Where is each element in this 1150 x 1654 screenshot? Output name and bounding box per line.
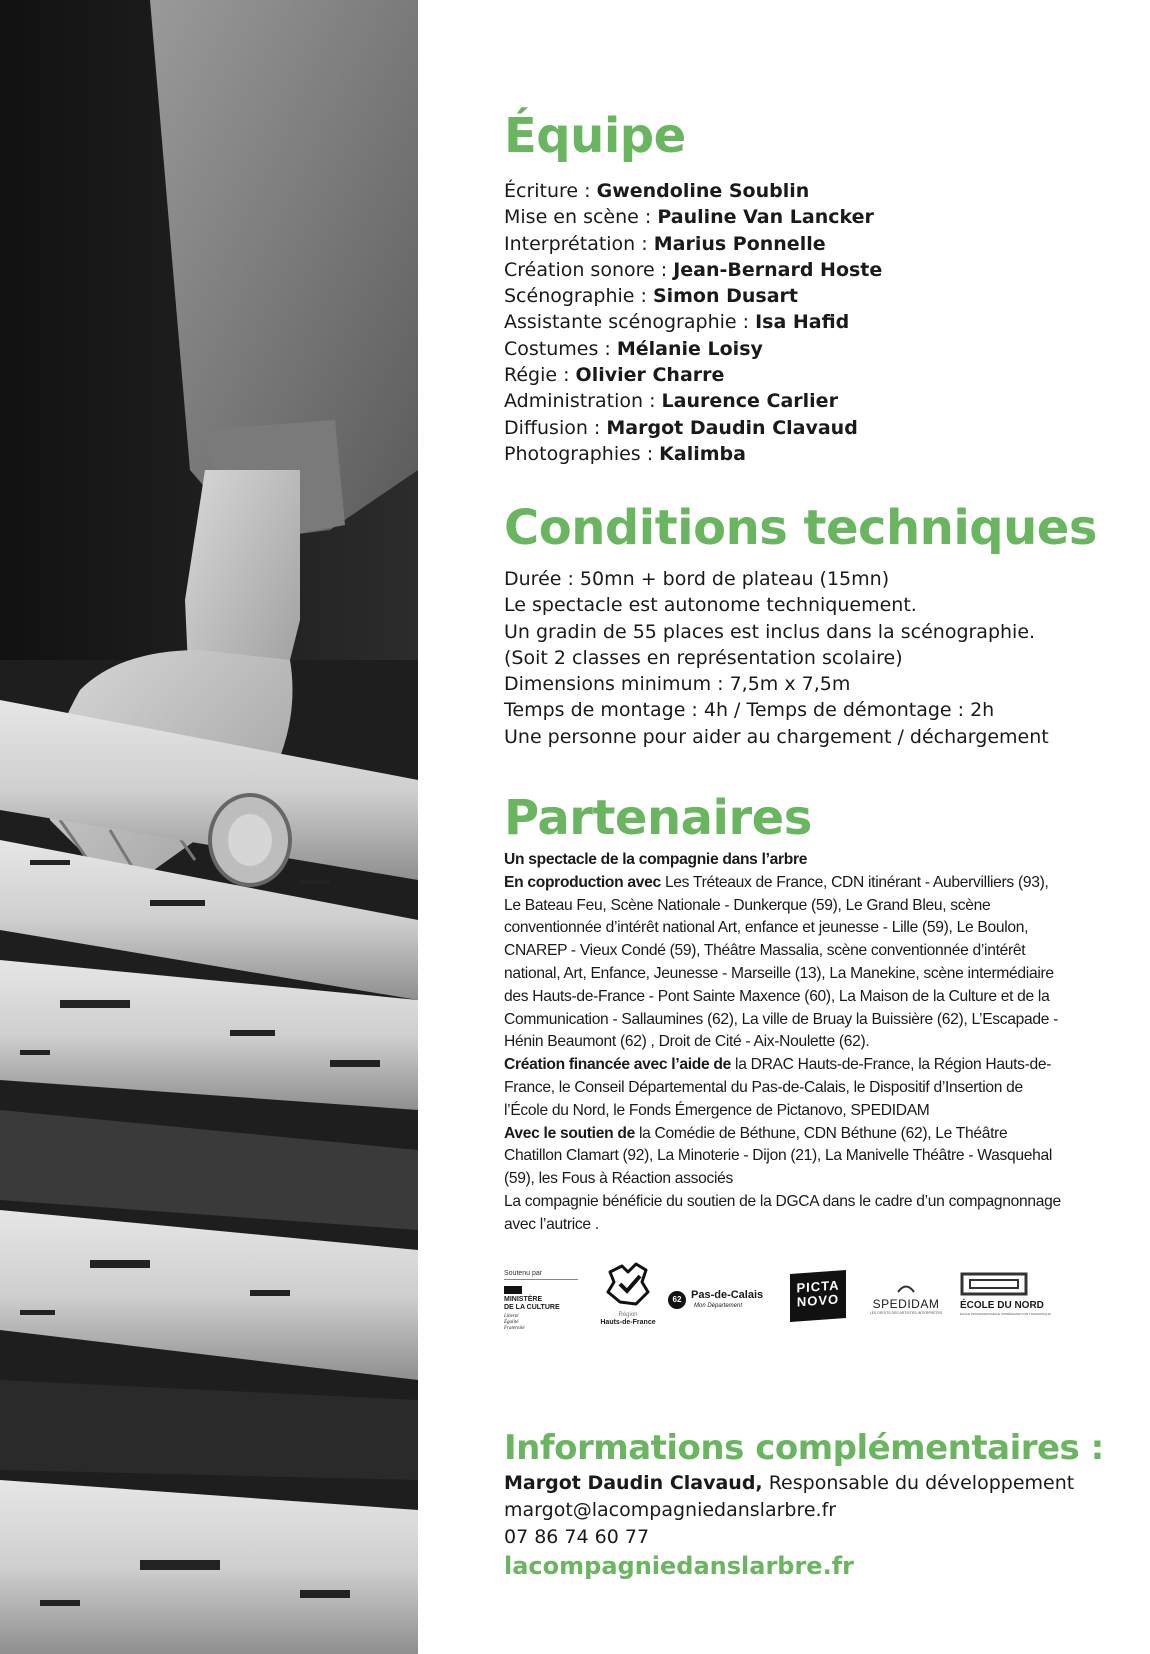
partner-logos bbox=[504, 1262, 1074, 1338]
condition-line: Un gradin de 55 places est inclus dans la scénographie. bbox=[504, 620, 1036, 643]
partners-coproduction bbox=[504, 872, 1064, 1054]
region-name: Hauts-de-France bbox=[600, 1319, 656, 1326]
member-name: Pauline Van Lancker bbox=[657, 206, 874, 229]
spedidam-logo bbox=[866, 1278, 946, 1316]
pictanovo-logo bbox=[790, 1270, 846, 1322]
team-member bbox=[504, 283, 882, 309]
member-name: Gwendoline Soublin bbox=[596, 180, 810, 202]
member-role: Création sonore : bbox=[504, 258, 674, 281]
member-role: Régie : bbox=[504, 364, 576, 387]
partners-support bbox=[504, 1123, 1064, 1191]
ministere-name-2: DE LA CULTURE bbox=[504, 1304, 560, 1311]
contact-person bbox=[504, 1470, 1074, 1497]
spedidam-tagline: LES DROITS DES ARTISTES-INTERPRÈTES bbox=[869, 1311, 943, 1315]
region-small: Région bbox=[618, 1312, 638, 1318]
support-text: la Comédie de Béthune, CDN Béthune (62), Le Théâtre Chatillon Clamart (92), La Minoterie - Dijon (21), La Manivelle Théâtre - Wasquehal (59), les Fous à Réaction associés bbox=[504, 1124, 1052, 1188]
region-hdf-logo bbox=[588, 1262, 668, 1327]
spedidam-arc-icon bbox=[896, 1283, 916, 1293]
pdc-number-badge: 62 bbox=[668, 1291, 686, 1309]
member-name: Marius Ponnelle bbox=[653, 232, 826, 255]
section-title-informations: Informations complémentaires : bbox=[504, 1428, 1104, 1468]
section-title-partenaires: Partenaires bbox=[504, 790, 812, 846]
partners-text bbox=[504, 849, 1064, 1237]
member-role: Interprétation : bbox=[504, 232, 654, 255]
member-role: Photographies : bbox=[504, 442, 660, 465]
partners-financed bbox=[504, 1054, 1064, 1122]
pictanovo-line-1: PICTA bbox=[796, 1277, 840, 1296]
member-name: Laurence Carlier bbox=[661, 390, 838, 413]
marianne-icon bbox=[504, 1286, 522, 1294]
member-role: Scénographie : bbox=[504, 285, 653, 308]
condition-line: Une personne pour aider au chargement / déchargement bbox=[504, 725, 1049, 748]
member-name: Isa Hafid bbox=[755, 311, 850, 334]
condition-line: (Soit 2 classes en représentation scolaire) bbox=[504, 646, 903, 669]
team-member bbox=[504, 257, 882, 283]
ministere-name-1: MINISTÈRE bbox=[504, 1296, 543, 1303]
support-label: Avec le soutien de bbox=[504, 1124, 635, 1142]
contact-name: Margot Daudin Clavaud, bbox=[504, 1472, 763, 1494]
partners-dgca: La compagnie bénéficie du soutien de la DGCA dans le cadre d’un compagnonnage avec l’autrice . bbox=[504, 1192, 1061, 1233]
member-name: Jean-Bernard Hoste bbox=[673, 258, 883, 281]
ecole-name: ÉCOLE DU NORD bbox=[960, 1300, 1044, 1311]
section-title-equipe: Équipe bbox=[504, 108, 686, 164]
team-member bbox=[504, 362, 882, 388]
ecole-tagline: ÉCOLE PROFESSIONNELLE SUPÉRIEURE D’ART DRAMATIQUE bbox=[960, 1312, 1051, 1316]
contact-info bbox=[504, 1470, 1074, 1580]
team-member bbox=[504, 178, 882, 204]
section-title-conditions: Conditions techniques bbox=[504, 500, 1097, 556]
member-role: Diffusion : bbox=[504, 416, 607, 439]
condition-line: Temps de montage : 4h / Temps de démontage : 2h bbox=[504, 699, 995, 722]
partners-intro-text: Un spectacle de la compagnie dans l’arbre bbox=[504, 851, 808, 868]
ecole-du-nord-logo bbox=[960, 1272, 1056, 1316]
team-list bbox=[504, 178, 882, 467]
member-role: Administration : bbox=[504, 390, 662, 413]
pdc-tagline: Mon Département bbox=[694, 1303, 743, 1309]
condition-line: Le spectacle est autonome techniquement. bbox=[504, 594, 917, 617]
pdc-name: Pas-de-Calais bbox=[691, 1289, 764, 1301]
team-member bbox=[504, 309, 882, 335]
condition-line: Durée : 50mn + bord de plateau (15mn) bbox=[504, 568, 890, 590]
member-name: Margot Daudin Clavaud bbox=[606, 416, 858, 439]
ministere-culture-logo bbox=[504, 1270, 578, 1332]
member-name: Kalimba bbox=[659, 442, 746, 465]
member-role: Costumes : bbox=[504, 337, 617, 360]
ministere-caption: Soutenu par bbox=[504, 1270, 578, 1280]
financed-label: Création financée avec l’aide de bbox=[504, 1056, 732, 1074]
coproduction-label: En coproduction avec bbox=[504, 873, 661, 891]
member-name: Mélanie Loisy bbox=[616, 337, 763, 360]
pas-de-calais-logo bbox=[668, 1286, 786, 1316]
ministere-motto-1: Liberté bbox=[504, 1314, 519, 1319]
spedidam-name: SPEDIDAM bbox=[872, 1297, 940, 1311]
website-link[interactable]: lacompagniedanslarbre.fr bbox=[504, 1552, 854, 1580]
team-member bbox=[504, 441, 882, 467]
contact-phone[interactable]: 07 86 74 60 77 bbox=[504, 1526, 650, 1548]
conditions-list bbox=[504, 566, 1049, 750]
cover-photo bbox=[0, 0, 418, 1654]
photo-illustration bbox=[0, 0, 418, 1654]
condition-line: Dimensions minimum : 7,5m x 7,5m bbox=[504, 673, 851, 696]
contact-role: Responsable du développement bbox=[762, 1472, 1075, 1494]
contact-email[interactable]: margot@lacompagniedanslarbre.fr bbox=[504, 1499, 837, 1521]
team-member bbox=[504, 388, 882, 414]
team-member bbox=[504, 204, 882, 230]
team-member bbox=[504, 336, 882, 362]
ministere-motto-3: Fraternité bbox=[504, 1326, 525, 1331]
member-role: Assistante scénographie : bbox=[504, 311, 756, 334]
team-member bbox=[504, 231, 882, 257]
member-role: Écriture : bbox=[504, 180, 597, 202]
region-map-icon bbox=[602, 1262, 654, 1308]
team-member bbox=[504, 415, 882, 441]
coproduction-text: Les Tréteaux de France, CDN itinérant - Aubervilliers (93), Le Bateau Feu, Scène Nationale - Dunkerque (59), Le Grand Bleu, scène conventionnée d’intérêt national Art, enfance et jeunesse - Lille (59), Le Boulon, CNAREP - Vieux Condé (59), Théâtre Massalia, scène conventionnée d’intérêt national, Art, Enfance, Jeunesse - Marseille (13), La Manekine, scène intermédiaire des Hauts-de-France - Pont Sainte Maxence (60), La Maison de la Culture et de la Communication - Sallaumines (62), La ville de Bruay la Buissière (62), L’Escapade - Hénin Beaumont (62) , Droit de Cité - Aix-Noulette (62). bbox=[504, 873, 1059, 1051]
ministere-motto-2: Égalité bbox=[504, 1320, 519, 1325]
member-name: Olivier Charre bbox=[575, 364, 725, 387]
member-name: Simon Dusart bbox=[652, 285, 799, 308]
pictanovo-line-2: NOVO bbox=[796, 1291, 840, 1310]
partners-intro bbox=[504, 849, 1064, 872]
member-role: Mise en scène : bbox=[504, 206, 658, 229]
financed-text: la DRAC Hauts-de-France, la Région Hauts-de-France, le Conseil Départemental du Pas-de-Calais, le Dispositif d’Insertion de l’École du Nord, le Fonds Émergence de Pictanovo, SPEDIDAM bbox=[504, 1056, 1052, 1119]
ecole-frame-icon bbox=[960, 1272, 1028, 1296]
